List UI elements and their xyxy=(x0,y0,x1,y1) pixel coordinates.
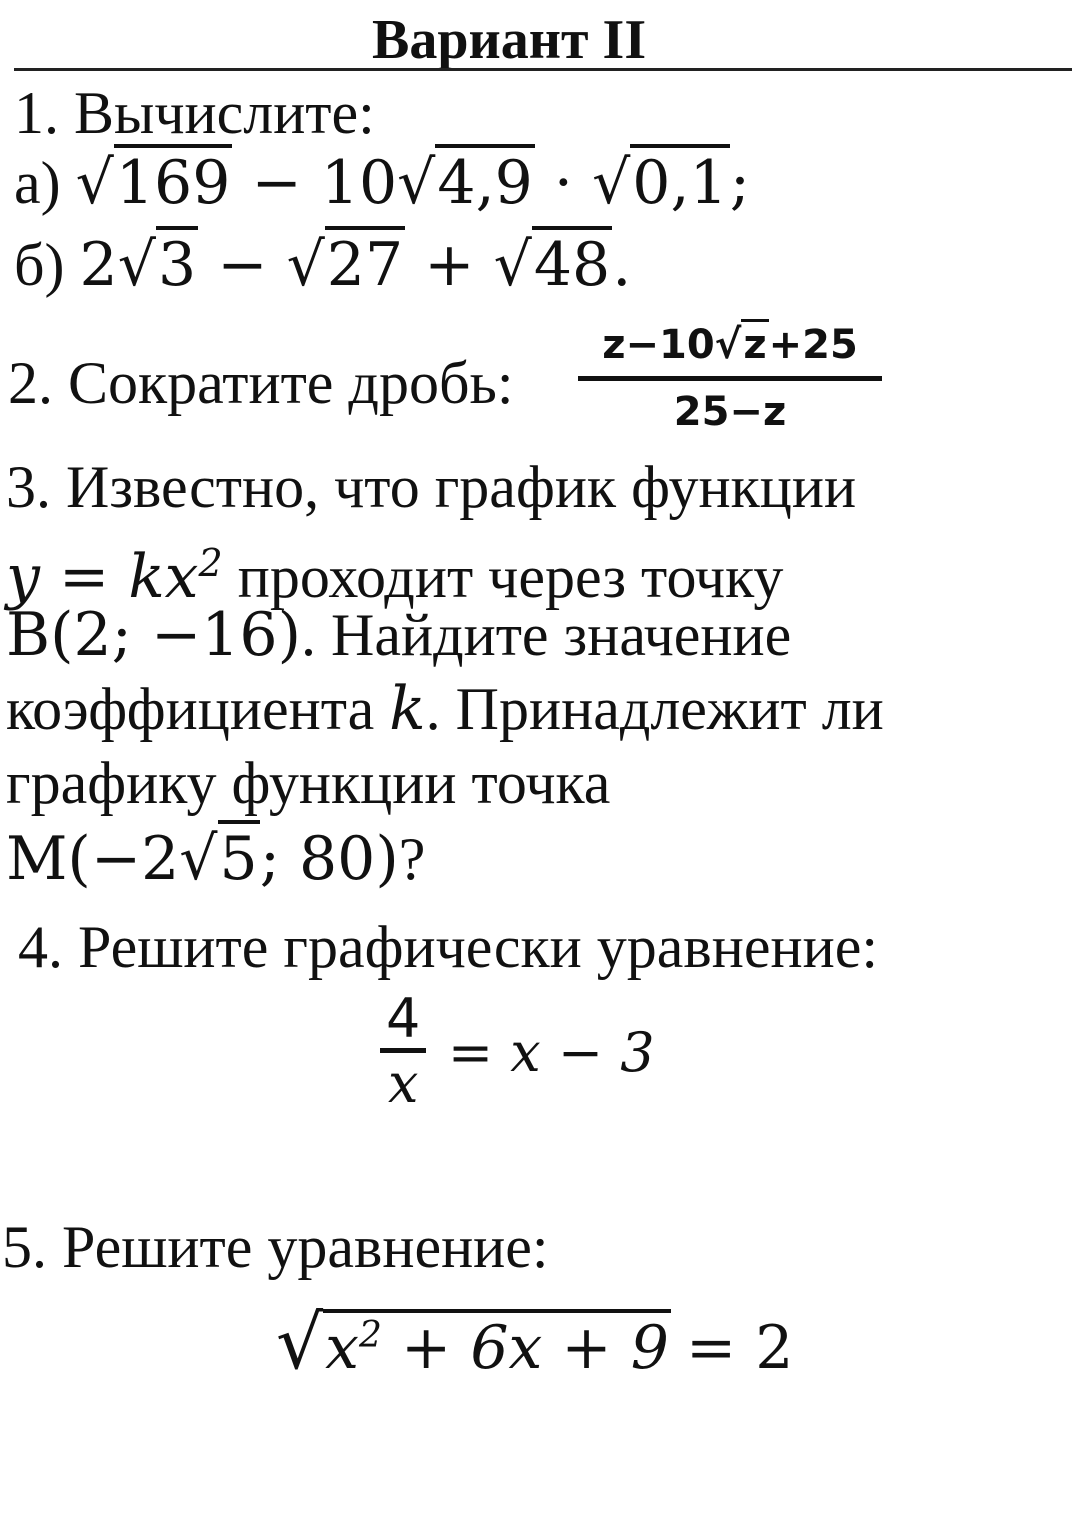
function-equation: $y = kx^2$ xyxy=(6,541,223,612)
variant-title: Вариант II xyxy=(372,9,647,71)
task2-numerator: z−10√z+25 xyxy=(578,320,882,381)
task3-line3: B(2; −16). Найдите значение xyxy=(6,600,792,670)
task3-line5: графику функции точка xyxy=(6,750,611,816)
task1-a xyxy=(14,148,750,218)
task5-radical: $√x^2 + 6x + 9$ xyxy=(276,1300,669,1386)
point-m: M(−2√5; 80) xyxy=(6,824,399,894)
sqrt-3: √3 xyxy=(118,230,198,300)
task1-b xyxy=(14,230,631,300)
task1-b-expression: 2√3 − √27 + √48. xyxy=(80,230,632,300)
task3-line6: M(−2√5; 80)? xyxy=(6,824,425,894)
task1-label: 1. Вычислите: xyxy=(14,80,375,146)
sqrt-27: √27 xyxy=(287,230,406,300)
task5-label: 5. Решите уравнение: xyxy=(2,1214,549,1280)
sqrt-4-9: √4,9 xyxy=(397,148,535,218)
sqrt-48: √48 xyxy=(494,230,613,300)
task1-a-prefix: а) xyxy=(14,150,61,216)
task3-line4: коэффициента k. Принадлежит ли xyxy=(6,674,884,744)
title-divider xyxy=(14,68,1072,71)
task3-line1: 3. Известно, что график функции xyxy=(6,454,857,520)
sqrt-0-1: √0,1 xyxy=(592,148,730,218)
task4-rhs: = x − 3 xyxy=(447,1021,655,1084)
task5-rhs: = 2 xyxy=(685,1313,794,1383)
sqrt-169: √169 xyxy=(76,148,233,218)
task2-denominator: 25−z xyxy=(673,389,787,435)
task5-equation xyxy=(276,1296,793,1388)
task2-fraction xyxy=(578,320,882,437)
task1-b-prefix: б) xyxy=(14,232,65,298)
task1-a-expression: √169 − 10√4,9 · √0,1; xyxy=(76,148,750,218)
task4-equation xyxy=(380,987,655,1115)
task2-label: 2. Сократите дробь: xyxy=(8,350,514,416)
point-b: B(2; −16) xyxy=(6,600,301,670)
task4-fraction: $\frac{4}{x}$ xyxy=(380,990,426,1115)
task3-line2: $y = kx^2$ проходит через точку xyxy=(6,541,784,612)
task4-label: 4. Решите графически уравнение: xyxy=(18,914,879,980)
k-variable: k xyxy=(389,674,426,744)
